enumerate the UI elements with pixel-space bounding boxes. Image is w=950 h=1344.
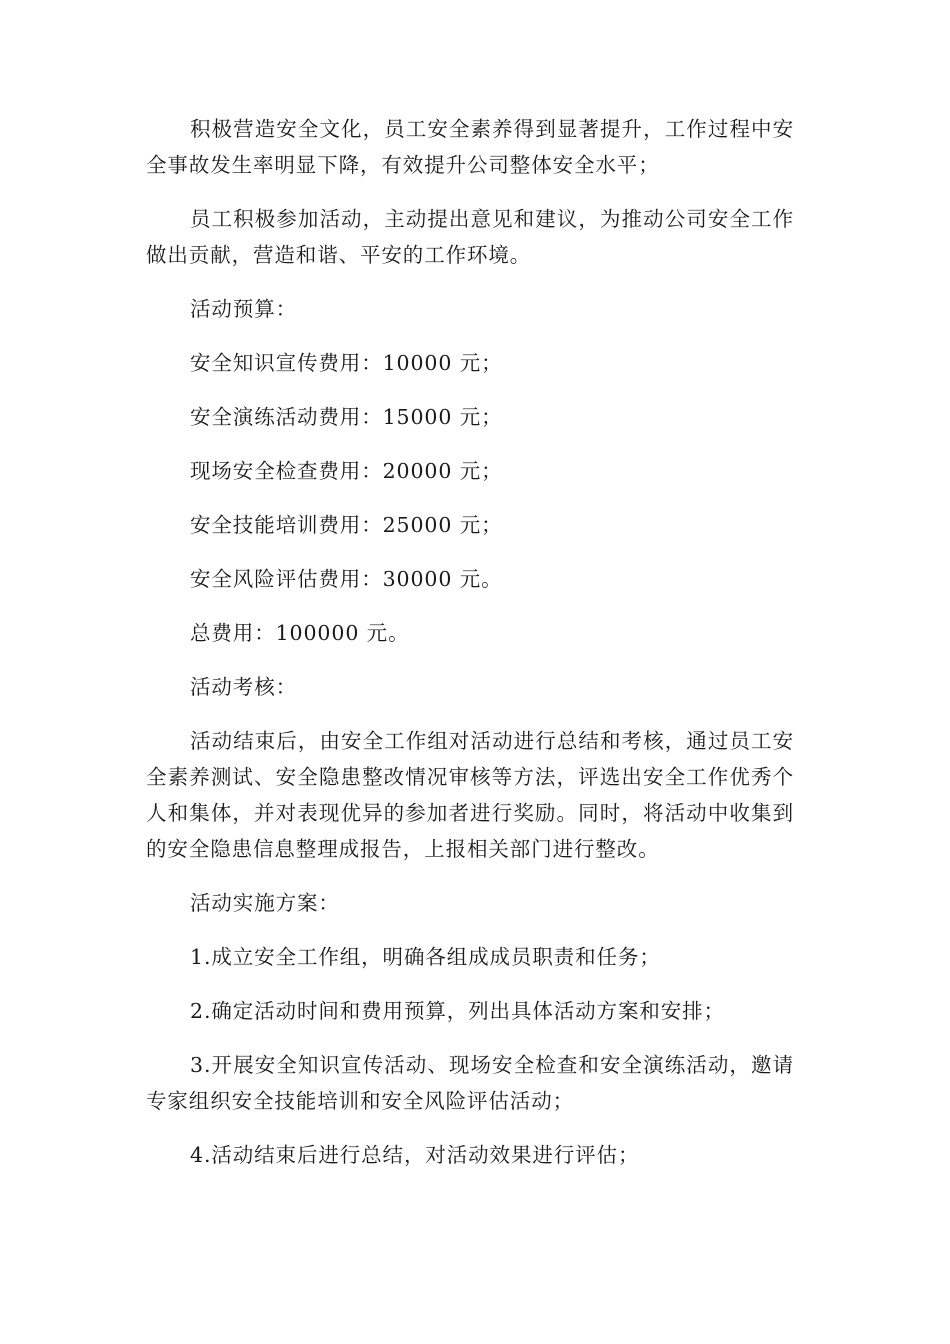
heading-implementation-plan: 活动实施方案： bbox=[190, 891, 340, 915]
plan-step-2: 2.确定活动时间和费用预算，列出具体活动方案和安排； bbox=[190, 999, 725, 1023]
paragraph-assessment-details: 活动结束后，由安全工作组对活动进行总结和考核，通过员工安全素养测试、安全隐患整改情况审核等方法，评选出安全工作优秀个人和集体，并对表现优异的参加者进行奖励。同时，将活动中收集到的安全隐患信息整理成报告，上报相关部门进行整改。 bbox=[146, 729, 794, 861]
budget-total: 总费用：100000 元。 bbox=[190, 621, 410, 645]
paragraph-safety-culture: 积极营造安全文化，员工安全素养得到显著提升，工作过程中安全事故发生率明显下降，有效提升公司整体安全水平； bbox=[146, 117, 794, 177]
budget-item-skills-training: 安全技能培训费用：25000 元； bbox=[190, 513, 503, 537]
plan-step-1: 1.成立安全工作组，明确各组成成员职责和任务； bbox=[190, 945, 661, 969]
paragraph-employee-participation: 员工积极参加活动，主动提出意见和建议，为推动公司安全工作做出贡献，营造和谐、平安的工作环境。 bbox=[146, 207, 794, 267]
budget-item-site-inspection: 现场安全检查费用：20000 元； bbox=[190, 459, 503, 483]
heading-activity-budget: 活动预算： bbox=[190, 297, 297, 321]
plan-step-4: 4.活动结束后进行总结，对活动效果进行评估； bbox=[190, 1143, 640, 1167]
budget-item-drill-activity: 安全演练活动费用：15000 元； bbox=[190, 405, 503, 429]
budget-item-risk-assessment: 安全风险评估费用：30000 元。 bbox=[190, 567, 503, 591]
budget-item-knowledge-promotion: 安全知识宣传费用：10000 元； bbox=[190, 351, 503, 375]
heading-activity-assessment: 活动考核： bbox=[190, 675, 297, 699]
plan-step-3: 3.开展安全知识宣传活动、现场安全检查和安全演练活动，邀请专家组织安全技能培训和安全风险评估活动； bbox=[146, 1053, 794, 1113]
document-body bbox=[146, 111, 794, 1173]
